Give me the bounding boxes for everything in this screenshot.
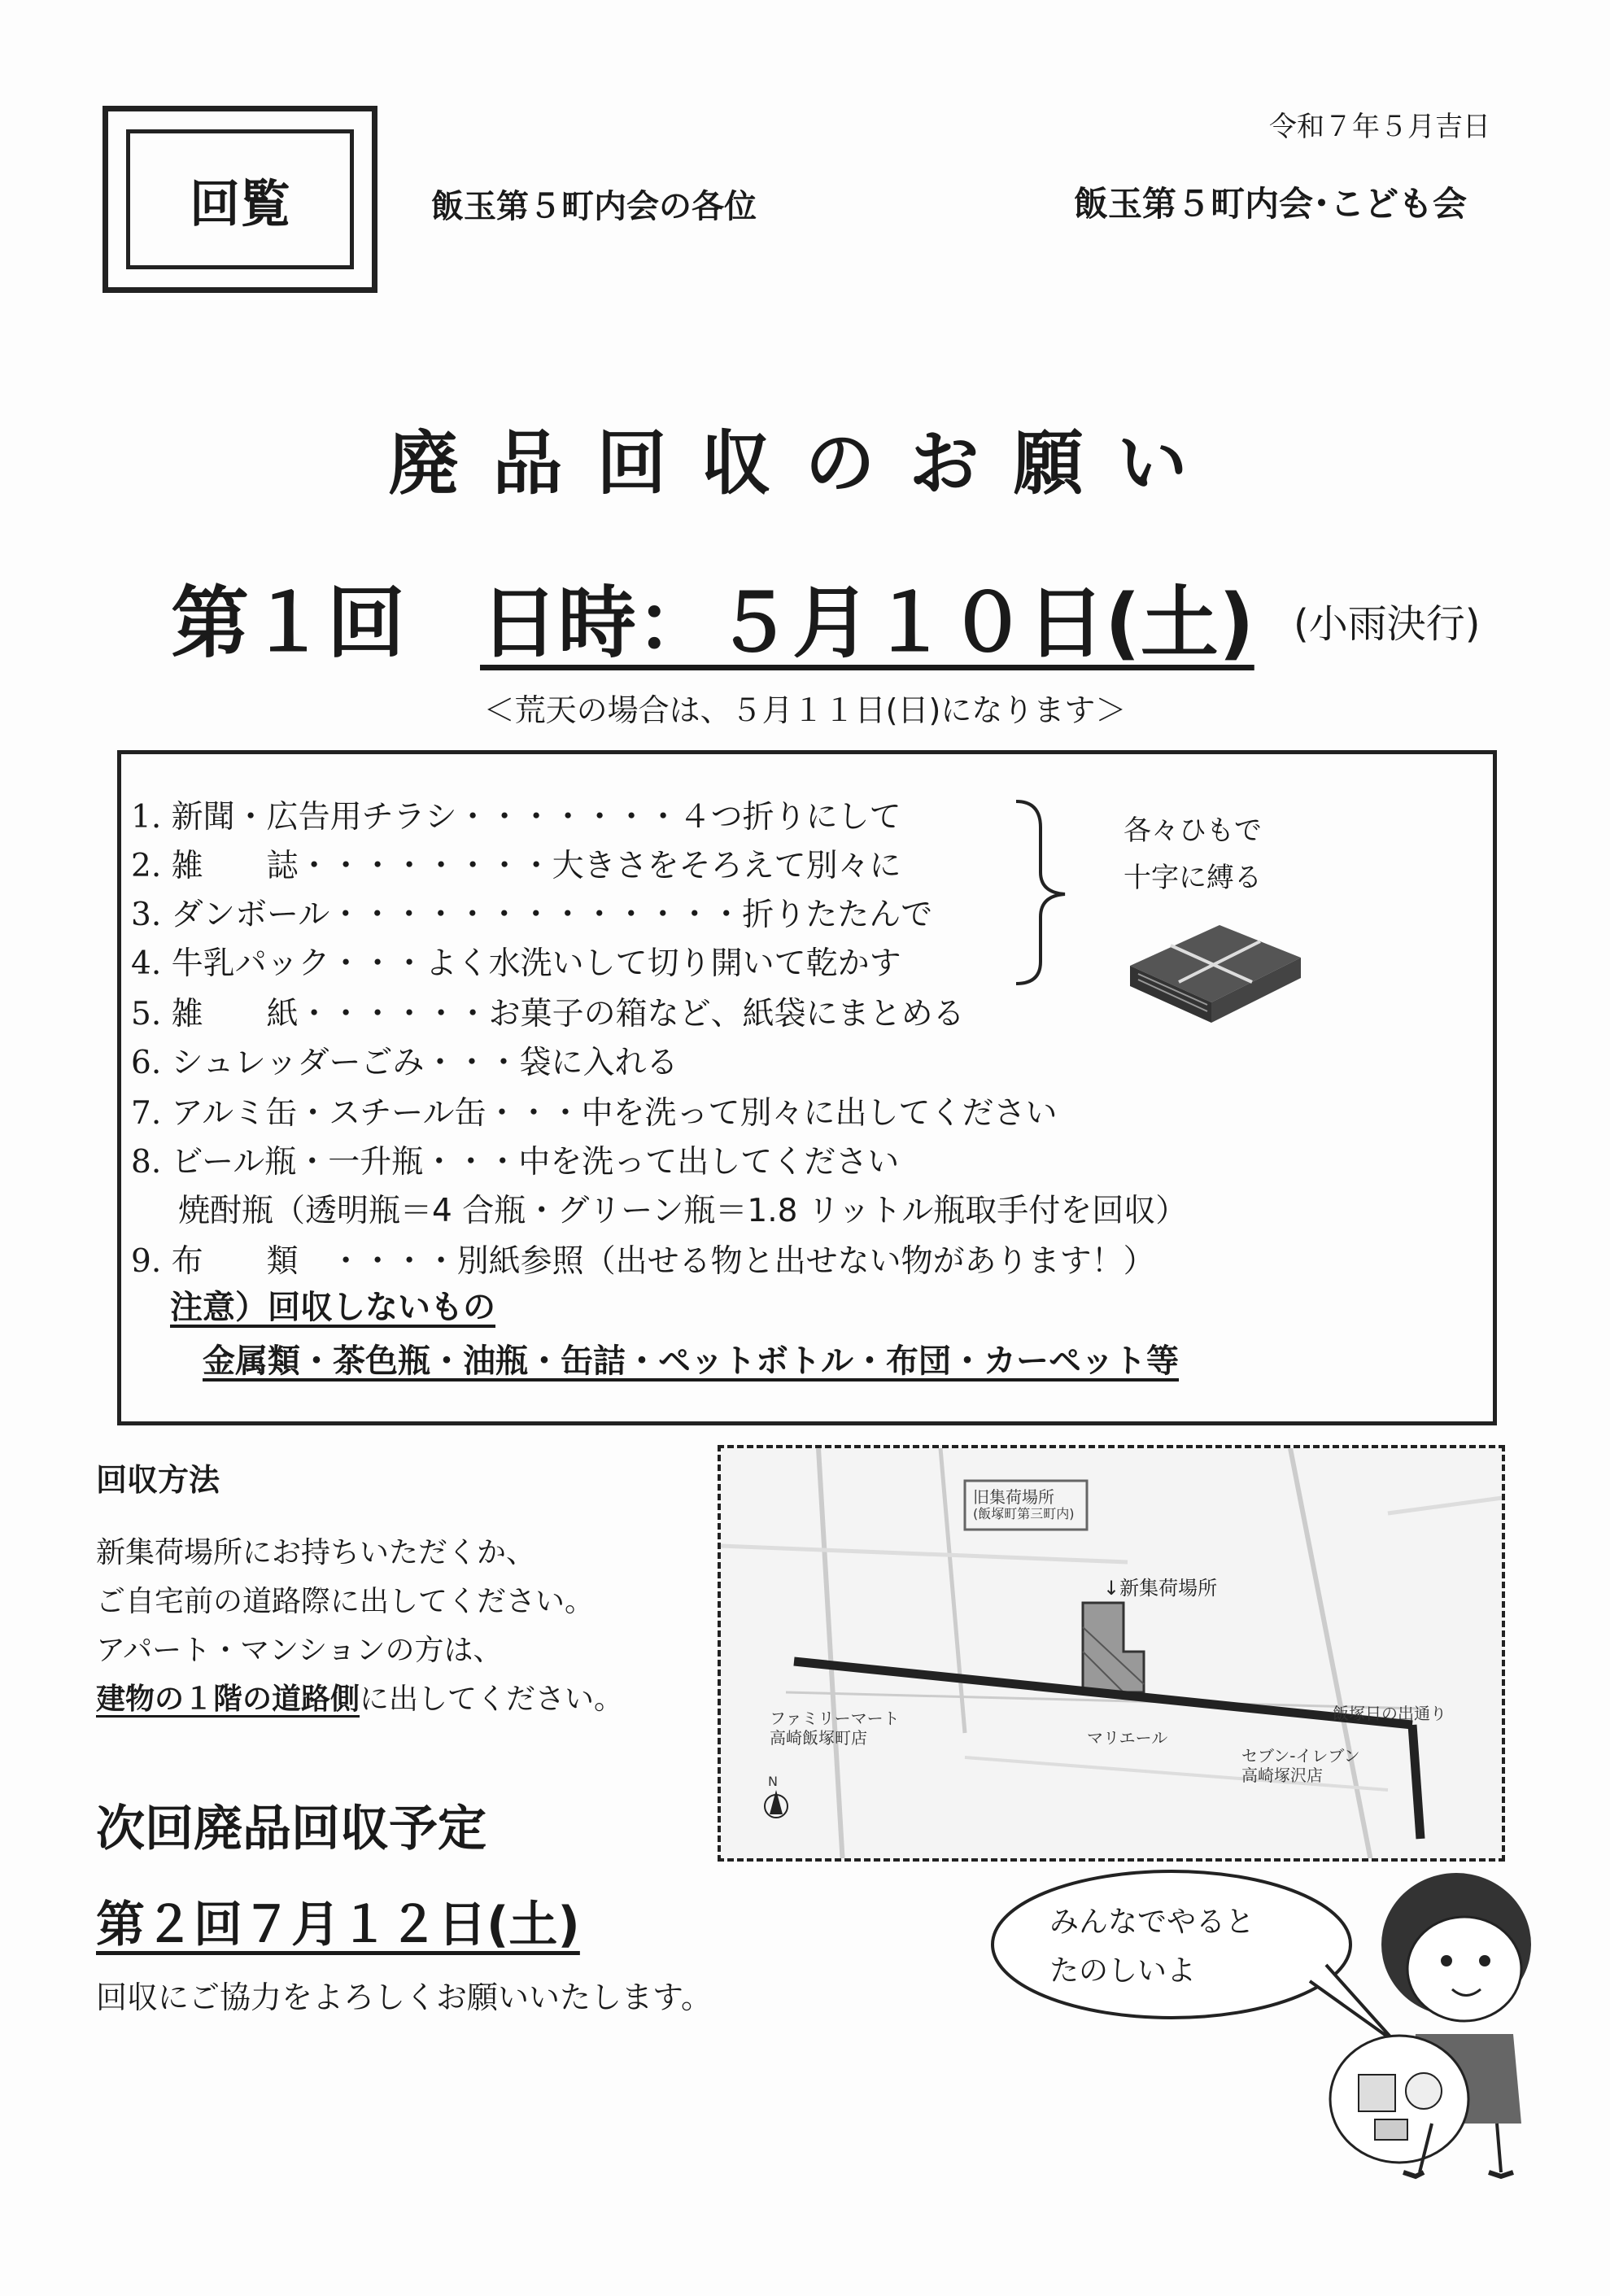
list-item: 8. ビール瓶・一升瓶・・・中を洗って出してください — [131, 1144, 900, 1181]
list-item: 1. 新聞・広告用チラシ・・・・・・・４つ折りにして — [131, 799, 901, 836]
list-item: 6. シュレッダーごみ・・・袋に入れる — [131, 1045, 678, 1081]
list-item: 9. 布 類 ・・・・別紙参照（出せる物と出せない物があります！） — [131, 1243, 1155, 1280]
sender: 飯玉第５町内会･こども会 — [1074, 184, 1468, 224]
child-with-recycling-bag-icon — [1326, 1847, 1570, 2189]
location-map — [718, 1445, 1505, 1862]
kairan-label: 回覧 — [189, 173, 290, 234]
method-line: ご自宅前の道路際に出してください。 — [96, 1585, 595, 1618]
map-label-old-site-sub: (飯塚町第三町内) — [973, 1506, 1075, 1521]
method-line: 建物の１階の道路側に出してください。 — [96, 1683, 624, 1716]
thanks-note: 回収にご協力をよろしくお願いいたします。 — [96, 1980, 712, 2015]
map-label-marie: マリエール — [1087, 1728, 1168, 1748]
map-label-old-site: 旧集荷場所 — [973, 1487, 1054, 1507]
caution-heading: 注意）回収しないもの — [170, 1289, 495, 1326]
method-line: 新集荷場所にお持ちいただくか、 — [96, 1536, 536, 1569]
brace-note-2: 十字に縛る — [1124, 862, 1262, 894]
map-label-new-site: ↓新集荷場所 — [1103, 1577, 1218, 1600]
list-item: 7. アルミ缶・スチール缶・・・中を洗って別々に出してください — [131, 1095, 1058, 1132]
list-item: 5. 雑 紙・・・・・・お菓子の箱など、紙袋にまとめる — [131, 996, 965, 1032]
map-label-familymart: ファミリーマート — [770, 1709, 900, 1728]
map-label-seven-branch: 高崎塚沢店 — [1241, 1766, 1323, 1785]
list-item: 焼酎瓶（透明瓶＝4 合瓶・グリーン瓶＝1.8 リットル瓶取手付を回収） — [178, 1193, 1188, 1229]
map-streets-icon — [721, 1448, 1505, 1862]
map-label-north: N — [768, 1774, 778, 1789]
kairan-stamp — [103, 106, 377, 293]
collection-date: 日時：５月１０日(土) — [480, 578, 1254, 669]
list-item: 3. ダンボール・・・・・・・・・・・・・折りたたんで — [131, 897, 933, 933]
newspaper-bundle-icon — [1122, 901, 1309, 1031]
items-box — [117, 750, 1497, 1425]
list-item: 4. 牛乳パック・・・よく水洗いして切り開いて乾かす — [131, 945, 901, 982]
round-label: 第１回 — [171, 578, 405, 669]
banned-items: 金属類・茶色瓶・油瓶・缶詰・ペットボトル・布団・カーペット等 — [203, 1342, 1179, 1380]
bubble-line-2: たのしいよ — [1049, 1954, 1197, 1988]
storm-note: ＜荒天の場合は、５月１１日(日)になります＞ — [483, 692, 1127, 728]
map-label-seven: セブン-イレブン — [1241, 1746, 1360, 1766]
next-date: 第２回７月１２日(土) — [96, 1897, 580, 1953]
page-title: 廃品回収のお願い — [388, 423, 1222, 504]
addressee: 飯玉第５町内会の各位 — [431, 188, 757, 225]
bubble-line-1: みんなでやると — [1049, 1905, 1255, 1939]
map-label-road: 飯塚日の出通り — [1333, 1704, 1446, 1723]
rain-note: (小雨決行) — [1294, 601, 1481, 647]
issue-date: 令和７年５月吉日 — [1269, 111, 1490, 143]
next-heading: 次回廃品回収予定 — [96, 1801, 486, 1857]
brace-icon — [1008, 795, 1081, 990]
method-heading: 回収方法 — [96, 1462, 220, 1498]
list-item: 2. 雑 誌・・・・・・・・大きさをそろえて別々に — [131, 848, 901, 884]
brace-note-1: 各々ひもで — [1124, 814, 1262, 847]
map-label-familymart-branch: 高崎飯塚町店 — [770, 1728, 867, 1748]
method-line: アパート・マンションの方は、 — [96, 1634, 503, 1667]
